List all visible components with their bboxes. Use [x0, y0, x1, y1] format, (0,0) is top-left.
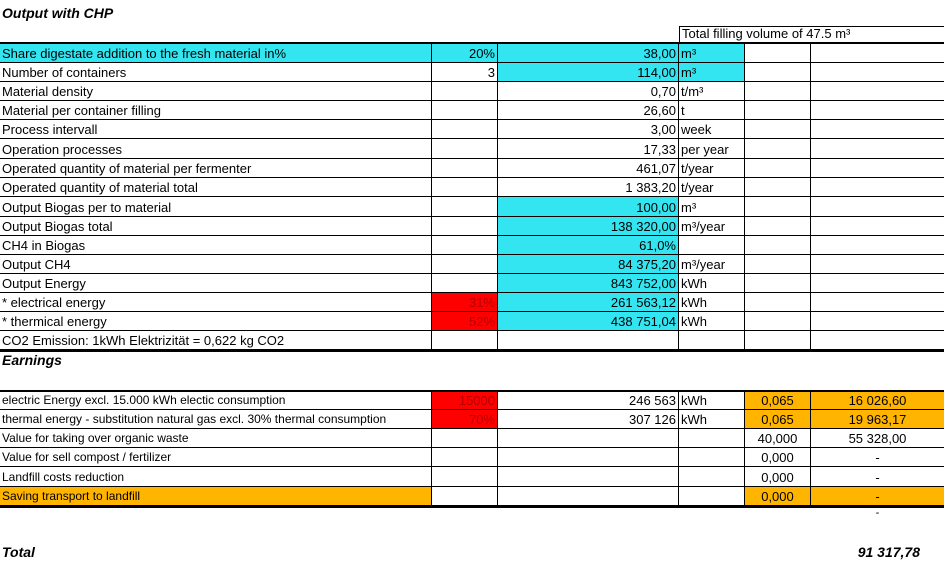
earnings-price[interactable]: 0,000	[745, 448, 811, 467]
blank-cell[interactable]	[745, 217, 811, 236]
earnings-b[interactable]: 70%	[432, 410, 498, 429]
row-label[interactable]: Output CH4	[0, 255, 432, 274]
earnings-qty[interactable]	[498, 467, 679, 487]
value-c[interactable]: 114,00	[498, 63, 679, 82]
earnings-label[interactable]: Landfill costs reduction	[0, 467, 432, 487]
earnings-price[interactable]: 0,000	[745, 467, 811, 487]
blank-cell[interactable]	[745, 331, 811, 350]
earnings-b[interactable]	[432, 467, 498, 487]
value-c[interactable]: 17,33	[498, 139, 679, 159]
blank-cell[interactable]	[811, 101, 944, 120]
blank-cell[interactable]	[811, 255, 944, 274]
total-value[interactable]: 91 317,78	[857, 544, 920, 560]
earnings-price[interactable]: 0,000	[745, 487, 811, 506]
row-label[interactable]: CO2 Emission: 1kWh Elektrizität = 0,622 kg CO2	[0, 331, 432, 350]
row-label[interactable]: * electrical energy	[0, 293, 432, 312]
dash-cell[interactable]: -	[811, 506, 944, 526]
value-b[interactable]: 31%	[432, 293, 498, 312]
unit-cell[interactable]: t/year	[679, 159, 745, 178]
blank-cell[interactable]	[745, 63, 811, 82]
earnings-amount[interactable]: -	[811, 487, 944, 506]
blank-cell[interactable]	[745, 293, 811, 312]
total-label[interactable]: Total	[2, 544, 35, 560]
value-b[interactable]	[432, 197, 498, 217]
blank-cell[interactable]	[745, 44, 811, 63]
value-b[interactable]: 3	[432, 63, 498, 82]
value-b[interactable]: 52%	[432, 312, 498, 331]
value-b[interactable]	[432, 331, 498, 350]
value-c[interactable]: 0,70	[498, 82, 679, 101]
section-title-earnings[interactable]: Earnings	[0, 350, 944, 369]
unit-cell[interactable]: kWh	[679, 274, 745, 293]
value-b[interactable]	[432, 120, 498, 139]
value-b[interactable]: 20%	[432, 44, 498, 63]
unit-cell[interactable]	[679, 236, 745, 255]
earnings-label[interactable]: Value for sell compost / fertilizer	[0, 448, 432, 467]
value-b[interactable]	[432, 82, 498, 101]
earnings-label[interactable]: thermal energy - substitution natural gas excl. 30% thermal consumption	[0, 410, 432, 429]
earnings-b[interactable]	[432, 448, 498, 467]
blank-cell[interactable]	[811, 178, 944, 197]
unit-cell[interactable]: m³	[679, 44, 745, 63]
earnings-unit[interactable]	[679, 487, 745, 506]
value-c[interactable]: 26,60	[498, 101, 679, 120]
row-label[interactable]: Material per container filling	[0, 101, 432, 120]
unit-cell[interactable]: m³	[679, 197, 745, 217]
blank-cell[interactable]	[811, 120, 944, 139]
filling-volume-note[interactable]: Total filling volume of 47.5 m³	[679, 26, 944, 44]
blank-cell[interactable]	[811, 331, 944, 350]
value-c[interactable]: 1 383,20	[498, 178, 679, 197]
value-c[interactable]: 84 375,20	[498, 255, 679, 274]
earnings-b[interactable]	[432, 487, 498, 506]
earnings-amount[interactable]: 16 026,60	[811, 392, 944, 410]
value-c[interactable]: 461,07	[498, 159, 679, 178]
earnings-b[interactable]: 15000	[432, 392, 498, 410]
unit-cell[interactable]: m³/year	[679, 255, 745, 274]
row-label[interactable]: Material density	[0, 82, 432, 101]
value-b[interactable]	[432, 178, 498, 197]
row-label[interactable]: Operated quantity of material per fermenter	[0, 159, 432, 178]
value-b[interactable]	[432, 217, 498, 236]
earnings-label[interactable]: Value for taking over organic waste	[0, 429, 432, 448]
unit-cell[interactable]: kWh	[679, 293, 745, 312]
value-b[interactable]	[432, 159, 498, 178]
earnings-unit[interactable]	[679, 448, 745, 467]
value-b[interactable]	[432, 101, 498, 120]
blank-cell[interactable]	[745, 101, 811, 120]
value-c[interactable]: 138 320,00	[498, 217, 679, 236]
earnings-qty[interactable]: 307 126	[498, 410, 679, 429]
unit-cell[interactable]: t/m³	[679, 82, 745, 101]
value-b[interactable]	[432, 274, 498, 293]
blank-cell[interactable]	[811, 82, 944, 101]
blank-row[interactable]	[0, 369, 944, 392]
earnings-unit[interactable]: kWh	[679, 392, 745, 410]
unit-cell[interactable]: t/year	[679, 178, 745, 197]
earnings-amount[interactable]: 55 328,00	[811, 429, 944, 448]
earnings-b[interactable]	[432, 429, 498, 448]
value-c[interactable]: 438 751,04	[498, 312, 679, 331]
unit-cell[interactable]: per year	[679, 139, 745, 159]
earnings-unit[interactable]	[679, 467, 745, 487]
earnings-qty[interactable]: 246 563	[498, 392, 679, 410]
blank-cell[interactable]	[811, 236, 944, 255]
value-b[interactable]	[432, 255, 498, 274]
unit-cell[interactable]: week	[679, 120, 745, 139]
earnings-price[interactable]: 40,000	[745, 429, 811, 448]
earnings-qty[interactable]	[498, 448, 679, 467]
blank-cell[interactable]	[811, 63, 944, 82]
blank-cell[interactable]	[811, 293, 944, 312]
blank-cell[interactable]	[745, 197, 811, 217]
unit-cell[interactable]: t	[679, 101, 745, 120]
unit-cell[interactable]: m³	[679, 63, 745, 82]
blank-cell[interactable]	[745, 82, 811, 101]
earnings-qty[interactable]	[498, 487, 679, 506]
value-c[interactable]: 843 752,00	[498, 274, 679, 293]
earnings-amount[interactable]: 19 963,17	[811, 410, 944, 429]
earnings-unit[interactable]	[679, 429, 745, 448]
row-label[interactable]: * thermical energy	[0, 312, 432, 331]
earnings-amount[interactable]: -	[811, 467, 944, 487]
value-b[interactable]	[432, 139, 498, 159]
earnings-price[interactable]: 0,065	[745, 410, 811, 429]
row-label[interactable]: Output Biogas per to material	[0, 197, 432, 217]
blank-cell[interactable]	[811, 274, 944, 293]
value-c[interactable]	[498, 331, 679, 350]
unit-cell[interactable]	[679, 331, 745, 350]
value-c[interactable]: 38,00	[498, 44, 679, 63]
earnings-amount[interactable]: -	[811, 448, 944, 467]
blank-cell[interactable]	[745, 274, 811, 293]
row-label[interactable]: Output Energy	[0, 274, 432, 293]
earnings-price[interactable]: 0,065	[745, 392, 811, 410]
blank-cell[interactable]	[745, 120, 811, 139]
value-b[interactable]	[432, 236, 498, 255]
blank-cell[interactable]	[745, 178, 811, 197]
blank-cell[interactable]	[811, 197, 944, 217]
blank-cell[interactable]	[745, 236, 811, 255]
unit-cell[interactable]: m³/year	[679, 217, 745, 236]
earnings-qty[interactable]	[498, 429, 679, 448]
earnings-label[interactable]: electric Energy excl. 15.000 kWh electic consumption	[0, 392, 432, 410]
blank-cell[interactable]	[745, 139, 811, 159]
blank-cell[interactable]	[0, 506, 811, 526]
section-title-output[interactable]: Output with CHP	[2, 4, 114, 21]
earnings-unit[interactable]: kWh	[679, 410, 745, 429]
value-c[interactable]: 261 563,12	[498, 293, 679, 312]
blank-cell[interactable]	[745, 312, 811, 331]
row-label[interactable]: Output Biogas total	[0, 217, 432, 236]
blank-cell[interactable]	[811, 139, 944, 159]
row-label[interactable]: Number of containers	[0, 63, 432, 82]
blank-cell[interactable]	[745, 159, 811, 178]
blank-cell[interactable]	[0, 26, 679, 44]
row-label[interactable]: Share digestate addition to the fresh material in%	[0, 44, 432, 63]
blank-cell[interactable]	[811, 44, 944, 63]
unit-cell[interactable]: kWh	[679, 312, 745, 331]
row-label[interactable]: CH4 in Biogas	[0, 236, 432, 255]
row-label[interactable]: Operation processes	[0, 139, 432, 159]
row-label[interactable]: Operated quantity of material total	[0, 178, 432, 197]
value-c[interactable]: 3,00	[498, 120, 679, 139]
blank-cell[interactable]	[811, 217, 944, 236]
value-c[interactable]: 100,00	[498, 197, 679, 217]
value-c[interactable]: 61,0%	[498, 236, 679, 255]
blank-cell[interactable]	[745, 255, 811, 274]
blank-cell[interactable]	[811, 312, 944, 331]
blank-cell[interactable]	[811, 159, 944, 178]
earnings-label[interactable]: Saving transport to landfill	[0, 487, 432, 506]
row-label[interactable]: Process intervall	[0, 120, 432, 139]
